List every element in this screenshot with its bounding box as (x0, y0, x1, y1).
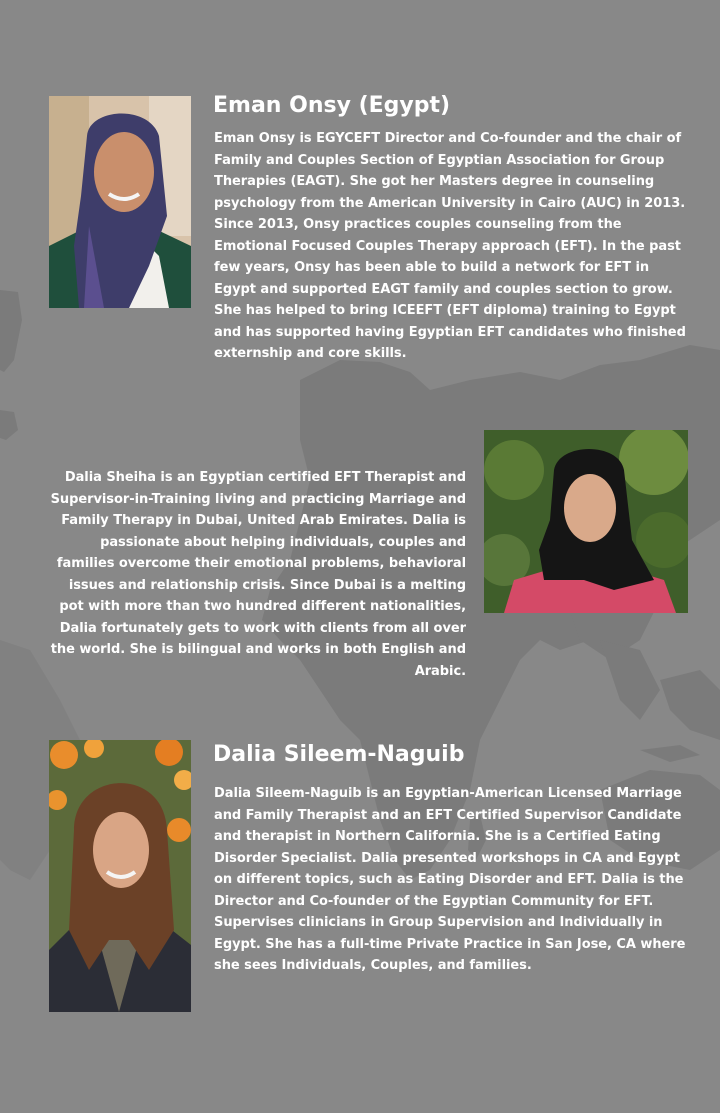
profile-photo-dalia-sheiha (484, 430, 688, 613)
profile-bio: Dalia Sileem-Naguib is an Egyptian-American Licensed Marriage and Family Therapist and an EFT Certified Supervisor Candidate and therapist in Northern California. She is a Certified Eating Disorder Specialist. Dalia presented workshops in CA and Egypt on different topics, such as Eating Disorder and EFT. Dalia is the Director and Co-founder of the Egyptian Community for EFT. Supervises clinicians in Group Supervision and Individually in Egypt. She has a full-time Private Practice in San Jose, CA where she sees Individuals, Couples, and families. (214, 786, 686, 973)
profile-photo-dalia-sileem-naguib (49, 740, 191, 1012)
profile-photo-eman-onsy (49, 96, 191, 308)
profile-name: Dalia Sileem-Naguib (213, 742, 465, 767)
profile-name: Eman Onsy (Egypt) (213, 93, 451, 118)
profile-bio: Eman Onsy is EGYCEFT Director and Co-founder and the chair of Family and Couples Section of Egyptian Association for Group Therapies (EAGT). She got her Masters degree in counseling psychology from the American University in Cairo (AUC) in 2013. Since 2013, Onsy practices couples counseling from the Emotional Focused Couples Therapy approach (EFT). In the past few years, Onsy has been able to build a network for EFT in Egypt and supported EAGT family and couples section to grow. She has helped to bring ICEEFT (EFT diploma) training to Egypt and has supported having Egyptian EFT candidates who finished externship and core skills. (214, 131, 686, 361)
profile-bio: Dalia Sheiha is an Egyptian certified EFT Therapist and Supervisor-in-Training living and practicing Marriage and Family Therapy in Dubai, United Arab Emirates. Dalia is passionate about helping individuals, couples and families overcome their emotional problems, behavioral issues and relationship crisis. Since Dubai is a melting pot with more than two hundred different nationalities, Dalia fortunately gets to work with clients from all over the world. She is bilingual and works in both English and Arabic. (50, 470, 466, 679)
